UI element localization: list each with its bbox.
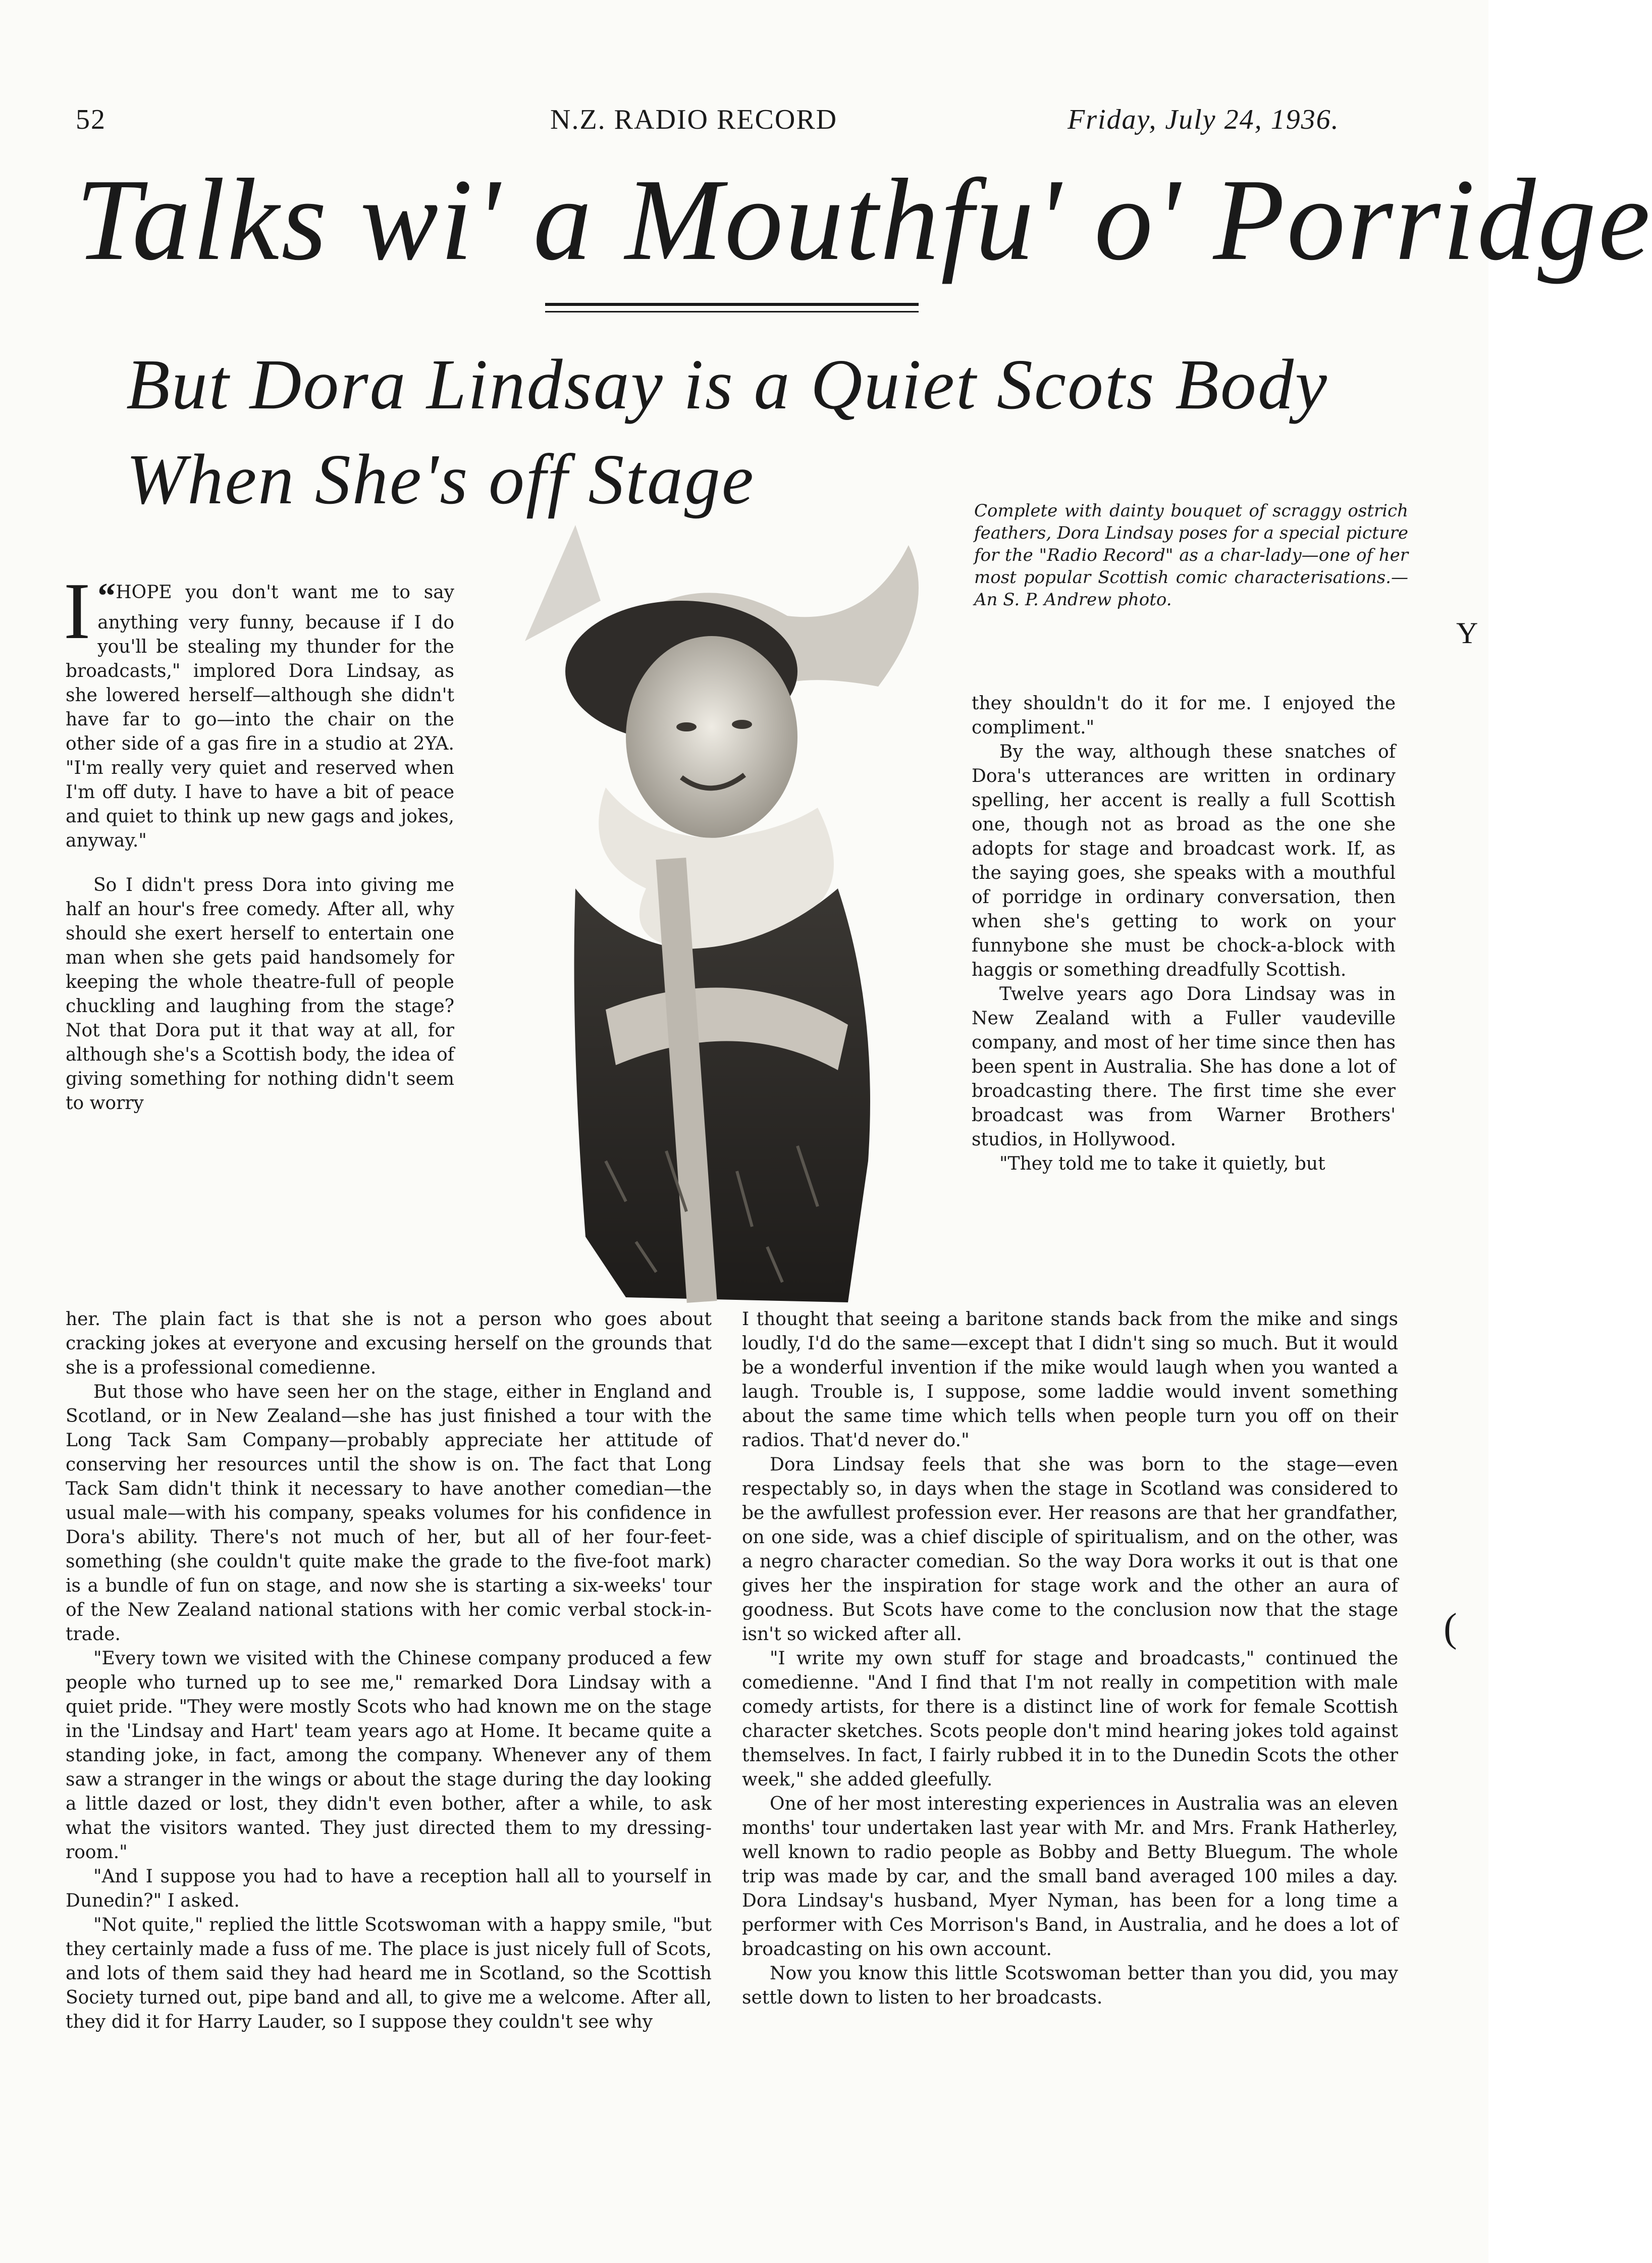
margin-mark: (: [1444, 1606, 1457, 1650]
face-icon: [626, 636, 797, 838]
paragraph: I thought that seeing a baritone stands back from the mike and sings loudly, I'd do the same—except that I didn't sing so much. But it would be a wonderful invention if the mike would laugh when you wanted a laugh. Trouble is, I suppose, some laddie would invent something about the same time which tells when people turn you off on their radios. That'd never do.": [742, 1309, 1398, 1451]
photo-caption: Complete with dainty bouquet of scraggy ostrich feathers, Dora Lindsay poses for a special picture for the "Radio Record" as a char-lady—one of her most popular Scottish comic characterisations.—An S. P. Andrew photo.: [974, 501, 1408, 610]
paragraph: Now you know this little Scotswoman better than you did, you may settle down to listen to her broadcasts.: [742, 1963, 1398, 2008]
dora-lindsay-photo: [454, 505, 984, 1312]
paragraph: "Not quite," replied the little Scotswoman with a happy smile, "but they certainly made a fuss of me. The place is just nicely full of Scots, and lots of them said they had heard me in Scotland, so the Scottish Society turned out, pipe band and all, to give me a welcome. After all, they did it for Harry Lauder, so I suppose they couldn't see why: [66, 1915, 712, 2032]
headline-rule-bottom: [545, 311, 919, 312]
publication-name: N.Z. RADIO RECORD: [550, 104, 838, 135]
article-column-right: [742, 1307, 1398, 2010]
headline: Talks wi' a Mouthfu' o' Porridge: [76, 155, 1652, 285]
headline-rule-top: [545, 303, 919, 306]
paragraph: they shouldn't do it for me. I enjoyed the compliment.": [972, 693, 1396, 738]
paragraph-text: HOPE you don't want me to say anything very funny, because if I do you'll be stealing my thunder for the broadcasts," implored Dora Lindsay, as she lowered herself—although she didn't have far to go—into the chair on the other side of a gas fire in a studio at 2YA. "I'm really very quiet and reserved when I'm off duty. I have to have a bit of peace and quiet to think up new gags and jokes, anyway.": [66, 582, 454, 851]
page-number: 52: [76, 104, 106, 135]
paragraph: her. The plain fact is that she is not a person who goes about cracking jokes at everyone and excusing herself on the grounds that she is a professional comedienne.: [66, 1309, 712, 1378]
paragraph: "Every town we visited with the Chinese company produced a few people who turned up to see me," remarked Dora Lindsay with a quiet pride. "They were mostly Scots who had known me on the stage in the 'Lindsay and Hart' team years ago at Home. It became quite a standing joke, in fact, among the company. Whenever any of them saw a stranger in the wings or about the stage during the day looking a little dazed or lost, they didn't even bother, after a while, to ask what the visitors wanted. They just directed them to my dressing-room.": [66, 1648, 712, 1863]
paragraph: So I didn't press Dora into giving me half an hour's free comedy. After all, why should she exert herself to entertain one man when she gets paid handsomely for keeping the whole theatre-full of people chuckling and laughing from the stage? Not that Dora put it that way at all, for although she's a Scottish body, the idea of giving something for nothing didn't seem to worry: [66, 875, 454, 1114]
paragraph: But those who have seen her on the stage, either in England and Scotland, or in New Zealand—she has just finished a tour with the Long Tack Sam Company—probably appreciate her attitude of conserving her resources until the show is on. The fact that Long Tack Sam didn't think it necessary to have another comedian—the usual male—with his company, speaks volumes for his confidence in Dora's ability. There's not much of her, but all of her four-feet-something (she couldn't quite make the grade to the five-foot mark) is a bundle of fun on stage, and now she is starting a six-weeks' tour of the New Zealand national stations with her comic verbal stock-in-trade.: [66, 1382, 712, 1645]
paragraph: "And I suppose you had to have a reception hall all to yourself in Dunedin?" I asked.: [66, 1866, 712, 1911]
drop-cap: I: [64, 566, 91, 656]
dress-icon: [574, 888, 871, 1302]
issue-date: Friday, July 24, 1936.: [1068, 104, 1340, 135]
paragraph: One of her most interesting experiences in Australia was an eleven months' tour undertaken last year with Mr. and Mrs. Frank Hatherley, well known to radio people as Bobby and Betty Bluegum. The whole trip was made by car, and the small band averaged 100 miles a day. Dora Lindsay's husband, Myer Nyman, has been for a long time a performer with Ces Morrison's Band, in Australia, and he does a lot of broadcasting on his own account.: [742, 1794, 1398, 1960]
subheadline-line-2: When She's off Stage: [126, 439, 755, 519]
intro-paragraph: [64, 566, 454, 853]
article-column-right-narrow: [972, 692, 1396, 1176]
bonnet-bow-icon: [525, 525, 601, 641]
paragraph: Dora Lindsay feels that she was born to the stage—even respectably so, in days when the stage in Scotland was considered to be the awfullest profession ever. Her reasons are that her grandfather, on one side, was a chief disciple of spiritualism, and on the other, was a negro character comedian. So the way Dora works it out is that one gives her the inspiration for stage work and the other an aura of goodness. But Scots have come to the conclusion now that the stage isn't so wicked after all.: [742, 1454, 1398, 1645]
paragraph: "I write my own stuff for stage and broadcasts," continued the comedienne. "And I find that I'm not really in competition with male comedy artists, for there is a distinct line of work for female Scottish character sketches. Scots people don't mind hearing jokes told against themselves. In fact, I fairly rubbed it in to the Dunedin Scots the other week," she added gleefully.: [742, 1648, 1398, 1790]
paragraph: Twelve years ago Dora Lindsay was in New Zealand with a Fuller vaudeville company, and most of her time since then has been spent in Australia. She has done a lot of broadcasting there. The first time she ever broadcast was from Warner Brothers' studios, in Hollywood.: [972, 984, 1396, 1150]
margin-mark: Y: [1456, 616, 1478, 650]
article-column-left: [66, 1307, 712, 2034]
subheadline-line-1: But Dora Lindsay is a Quiet Scots Body: [126, 344, 1328, 424]
article-column-left-narrow: [64, 566, 454, 1116]
paragraph: By the way, although these snatches of Dora's utterances are written in ordinary spelling, her accent is really a full Scottish one, though not as broad as the one she adopts for stage and broadcast work. If, as the saying goes, she speaks with a mouthful of porridge in ordinary conversation, then when she's getting to work on your funnybone she must be chock-a-block with haggis or something dreadfully Scottish.: [972, 742, 1396, 980]
opening-quote: “: [97, 575, 116, 616]
paragraph: "They told me to take it quietly, but: [999, 1153, 1325, 1174]
